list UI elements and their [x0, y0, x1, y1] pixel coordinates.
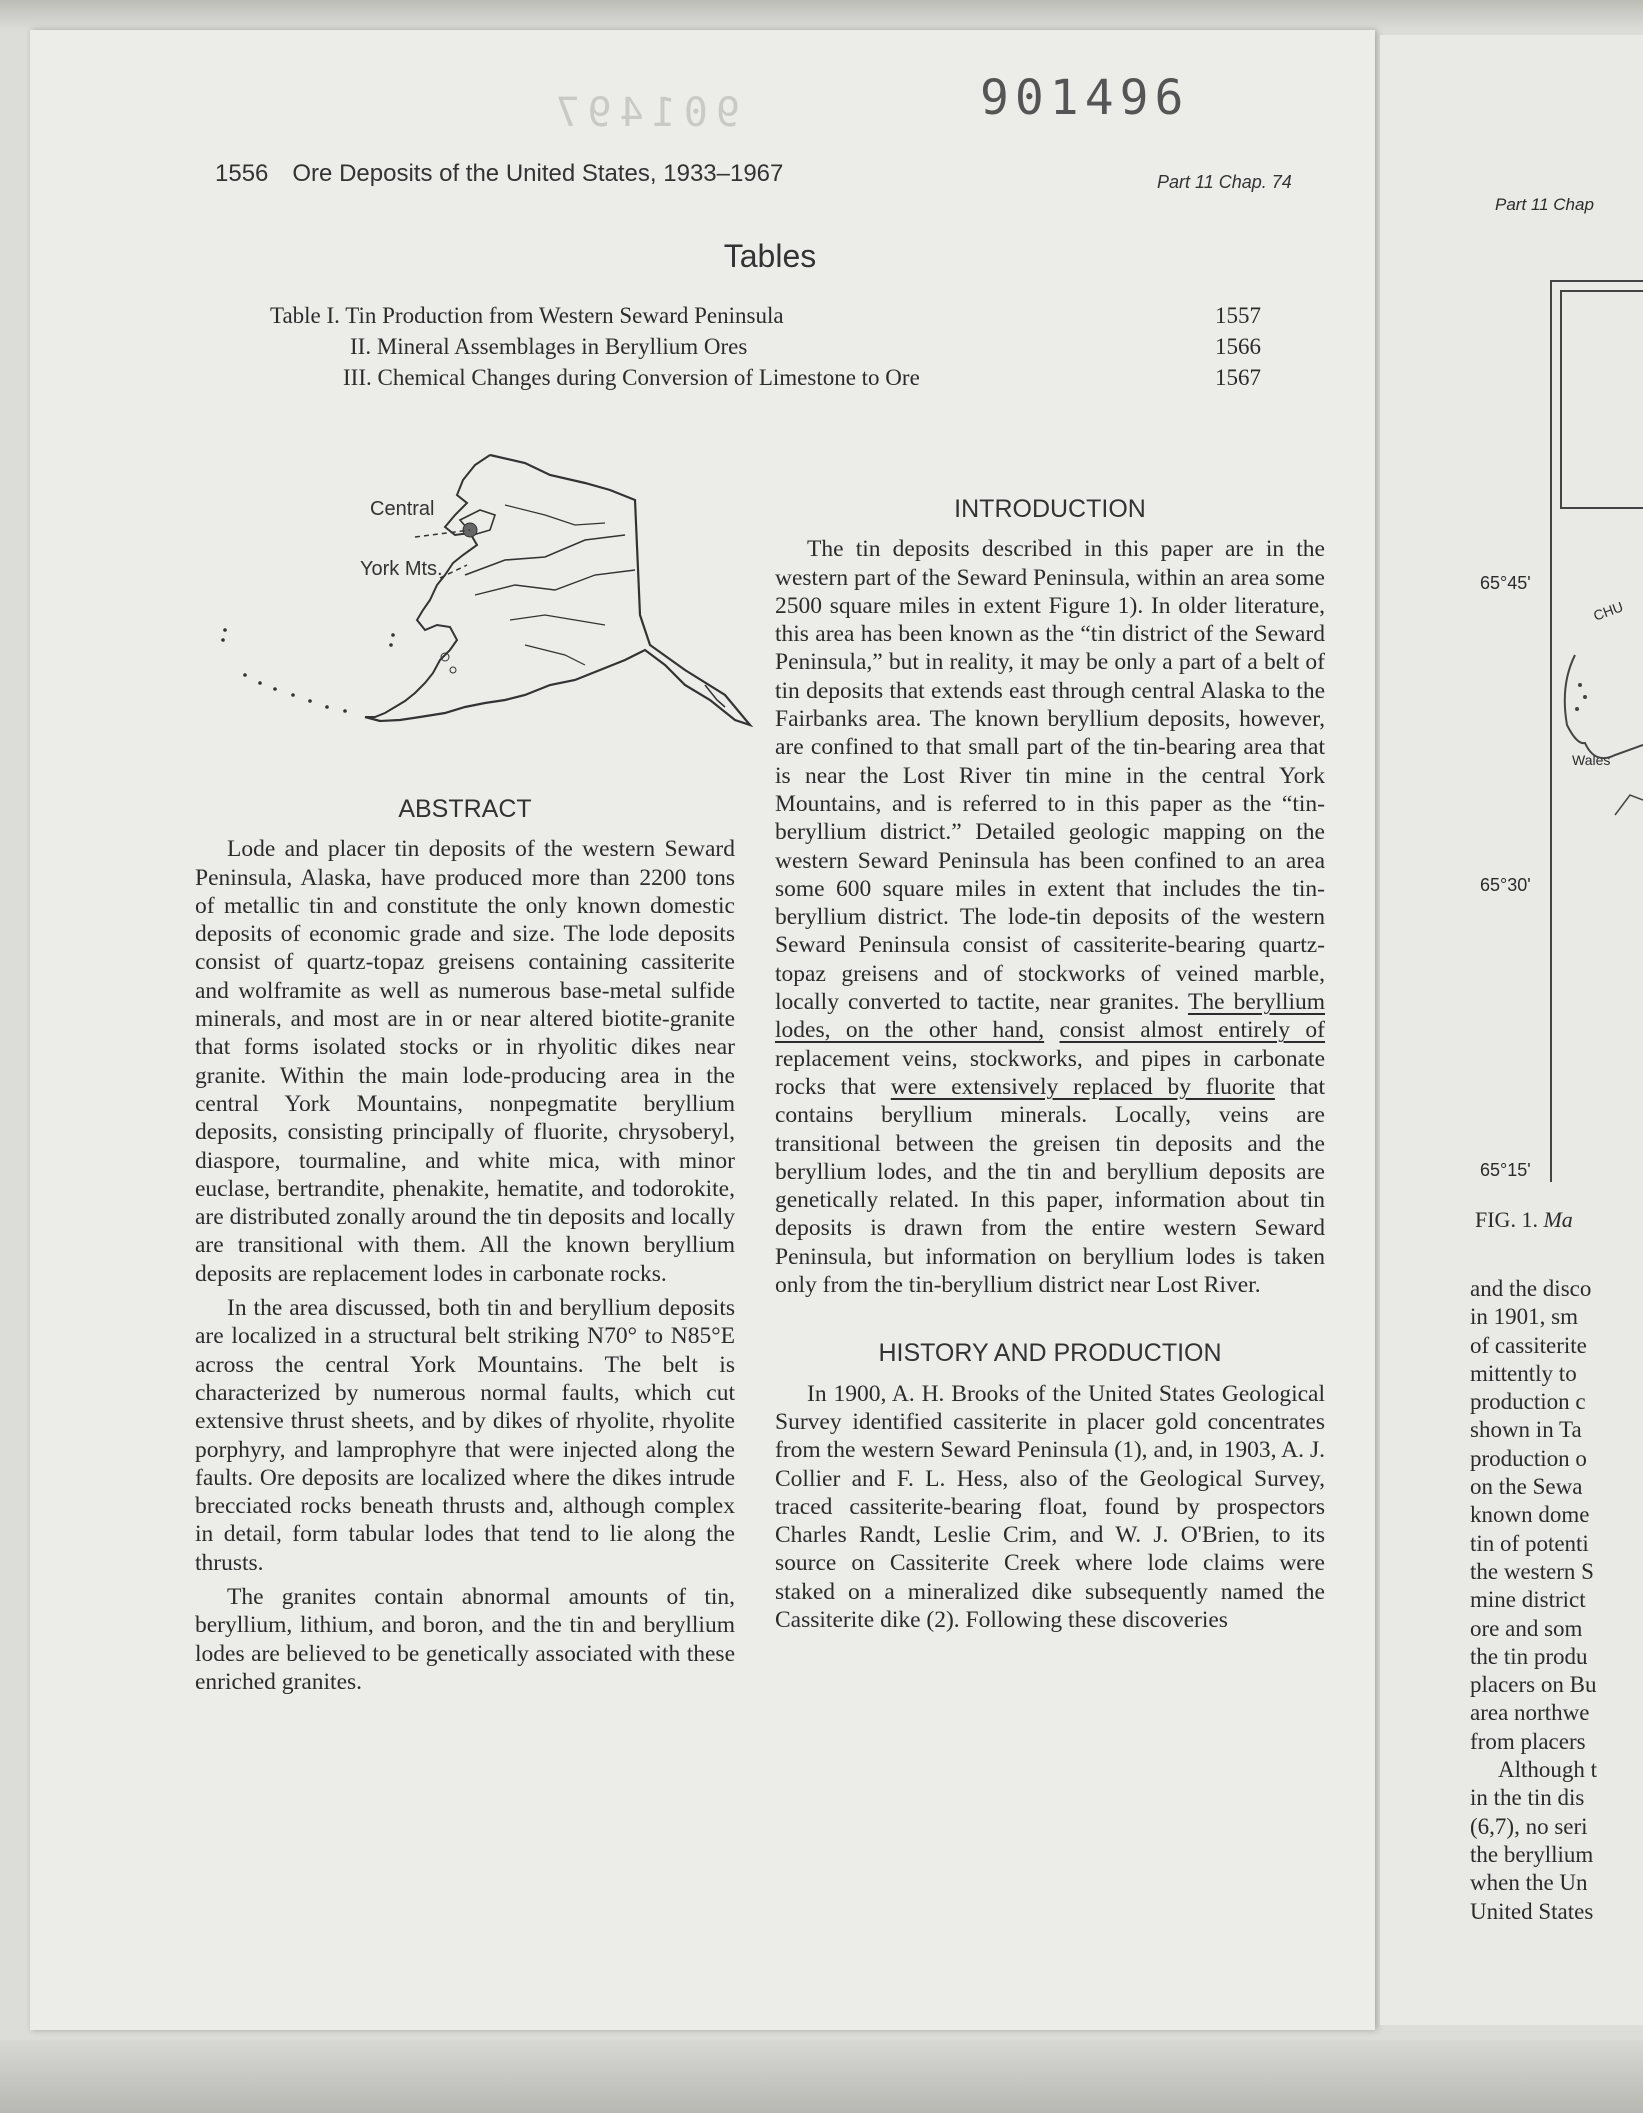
document-stamp-number: 901496 [980, 70, 1190, 126]
text-line-fragment: production o [1470, 1445, 1587, 1471]
page-number: 1556 [215, 160, 269, 187]
text-line-fragment: ore and som [1470, 1615, 1583, 1641]
text-line-fragment: area northwe [1470, 1700, 1590, 1726]
next-page-running-head: Part 11 Chap [1495, 195, 1594, 214]
underlined-text: The beryllium lodes, on the other hand, [775, 989, 1325, 1044]
abstract-paragraph: In the area discussed, both tin and beryllium deposits are localized in a structural belt striking N70° to N85°E across the central York Mountains. The belt is characterized by numerous normal faults, which cut extensive thrust sheets, and by dikes of rhyolite, rhyolite porphyry, and lamprophyre that were injected along the faults. Ore deposits are localized where the dikes intrude brecciated rocks beneath thrusts and, although complex in detail, form tabular lodes that tend to lie along the thrusts. [195, 1295, 735, 1576]
york-leader [440, 565, 467, 578]
text-line-fragment: production c [1470, 1389, 1586, 1415]
text-line-fragment: known dome [1470, 1502, 1590, 1528]
next-page-map-inset [1560, 290, 1643, 509]
table-entry-page: 1557 [1215, 303, 1261, 328]
map-label-central: Central [370, 498, 435, 520]
text-line-fragment: when the Un [1470, 1870, 1588, 1896]
introduction-heading: INTRODUCTION [954, 495, 1146, 523]
running-head [215, 160, 875, 194]
history-paragraph: In 1900, A. H. Brooks of the United States Geological Survey identified cassiterite in placer gold concentrates from the western Seward Peninsula (1), and, in 1903, A. J. Collier and F. L. Hess, also of the Geological Survey, traced cassiterite-bearing float, found by prospectors Charles Randt, Leslie Crim, and W. J. O'Brien, to its source on Cassiterite Creek where lode claims were staked on a mineralized dike subsequently named the Cassiterite dike (2). Following these discoveries [775, 1380, 1325, 1633]
latitude-label-1: 65°45' [1480, 573, 1531, 593]
next-page-map-sketch [1555, 625, 1643, 825]
text-line-fragment: the tin produ [1470, 1643, 1588, 1669]
underlined-text: consist almost entirely of [1059, 1017, 1326, 1044]
map-label-york: York Mts. [360, 558, 443, 580]
text-line-fragment: the beryllium [1470, 1841, 1594, 1867]
latitude-label-3: 65°15' [1480, 1160, 1531, 1180]
table-entry [270, 362, 1280, 393]
text-line-fragment: shown in Ta [1470, 1417, 1582, 1443]
table-entry [270, 331, 1280, 362]
table-entry [270, 300, 1280, 331]
figure-caption-fragment: FIG. 1. Ma [1475, 1207, 1573, 1232]
kuskokwim-river [475, 570, 635, 595]
underlined-text: were extensively replaced by fluorite [890, 1073, 1275, 1100]
latitude-label-2: 65°30' [1480, 875, 1531, 895]
table-entry-page: 1566 [1215, 334, 1261, 359]
abstract-column [195, 795, 735, 1875]
alaska-location-map [205, 445, 755, 735]
introduction-paragraph: The tin deposits described in this paper are in the western part of the Seward Peninsula, within an area some 2500 square miles in extent Figure 1). In older literature, this area has been known as the “tin district of the Seward Peninsula,” but in reality, it may be only a part of a belt of tin deposits that extends east through central Alaska to the Fairbanks area. The known beryllium deposits, however, are confined to that small part of the tin-bearing area that is near the Lost River tin mine in the central York Mountains, and is referred to in this paper as the “tin-beryllium district.” Detailed geologic mapping on the western Seward Peninsula has been confined to an area some 600 square miles in extent that includes the tin-beryllium district. The lode-tin deposits of the western Seward Peninsula consist of cassiterite-bearing quartz-topaz greisens and of stockworks of veined marble, locally converted to tactite, near granites. The beryllium lodes, on the other hand, consist almost entirely of replacement veins, stockworks, and pipes in carbonate rocks that were extensively replaced by fluorite that contains beryllium minerals. Locally, veins are transitional between the greisen tin deposits and the beryllium lodes, and the tin and beryllium deposits are genetically related. In this paper, information about tin deposits is drawn from the entire western Seward Peninsula, but information on beryllium lodes is taken only from the tin-beryllium district near Lost River. [775, 536, 1326, 1299]
text-line-fragment: mittently to [1470, 1360, 1577, 1386]
table-entry-label: III. Chemical Changes during Conversion of Limestone to Ore [343, 365, 920, 390]
text-line-fragment: placers on Bu [1470, 1672, 1597, 1698]
map-label-wales: Wales [1572, 752, 1611, 768]
text-line-fragment: on the Sewa [1470, 1474, 1583, 1500]
scan-edge-top [0, 0, 1643, 30]
text-line-fragment: from placers [1470, 1728, 1586, 1754]
yukon-river [465, 535, 625, 575]
alaska-west-coast [365, 455, 490, 717]
book-title: Ore Deposits of the United States, 1933–1967 [292, 160, 784, 187]
abstract-paragraph: The granites contain abnormal amounts of tin, beryllium, lithium, and boron, and the tin and beryllium lodes are believed to be genetically associated with these enriched granites. [195, 1584, 735, 1695]
text-line-fragment: United States [1470, 1898, 1594, 1924]
text-line-fragment: Although t [1498, 1757, 1598, 1783]
text-line-fragment: (6,7), no seri [1470, 1813, 1588, 1839]
susitna-river [525, 645, 585, 665]
table-entry-label: II. Mineral Assemblages in Beryllium Ores [350, 334, 748, 359]
tables-heading: Tables [723, 238, 817, 274]
text-line-fragment: the western S [1470, 1558, 1594, 1584]
koyukuk-river [505, 505, 605, 525]
scan-edge-bottom [0, 2040, 1643, 2113]
text-line-fragment: and the disco [1470, 1276, 1592, 1301]
abstract-heading: ABSTRACT [398, 795, 532, 823]
tanana-river [510, 615, 605, 625]
text-line-fragment: mine district [1470, 1587, 1586, 1613]
next-page-text-fragment [1470, 1275, 1643, 1926]
table-entry-label: Table I. Tin Production from Western Seward Peninsula [270, 303, 784, 328]
right-page-fragment [1380, 35, 1643, 2025]
text-line-fragment: in 1901, sm [1470, 1304, 1578, 1330]
map-label-chu: CHU [1591, 598, 1626, 624]
part-chapter-label: Part 11 Chap. 74 [1157, 172, 1292, 192]
text-line-fragment: tin of potenti [1470, 1530, 1589, 1556]
tables-list [270, 300, 1280, 410]
abstract-paragraph: Lode and placer tin deposits of the western Seward Peninsula, Alaska, have produced more than 2200 tons of metallic tin and constitute the only known domestic deposits of economic grade and size. The lode deposits consist of quartz-topaz greisens containing cassiterite and wolframite as well as numerous base-metal sulfide minerals, and most are in or near altered biotite-granite that forms isolated stocks or in rhyolitic dikes near granite. Within the main lode-producing area in the central York Mountains, nonpegmatite beryllium deposits, consisting principally of fluorite, chrysoberyl, diaspore, tourmaline, and white mica, with minor euclase, bertrandite, phenakite, hematite, and todorokite, are distributed zonally around the tin deposits and locally are transitional with them. All the known beryllium deposits are replacement lodes in carbonate rocks. [195, 836, 735, 1287]
text-line-fragment: in the tin dis [1470, 1785, 1585, 1811]
introduction-column [775, 495, 1325, 1875]
text-line-fragment: of cassiterite [1470, 1332, 1587, 1358]
history-heading: HISTORY AND PRODUCTION [878, 1339, 1222, 1368]
table-entry-page: 1567 [1215, 365, 1261, 390]
island [450, 667, 456, 673]
bleed-through-stamp: 901497 [547, 90, 740, 136]
